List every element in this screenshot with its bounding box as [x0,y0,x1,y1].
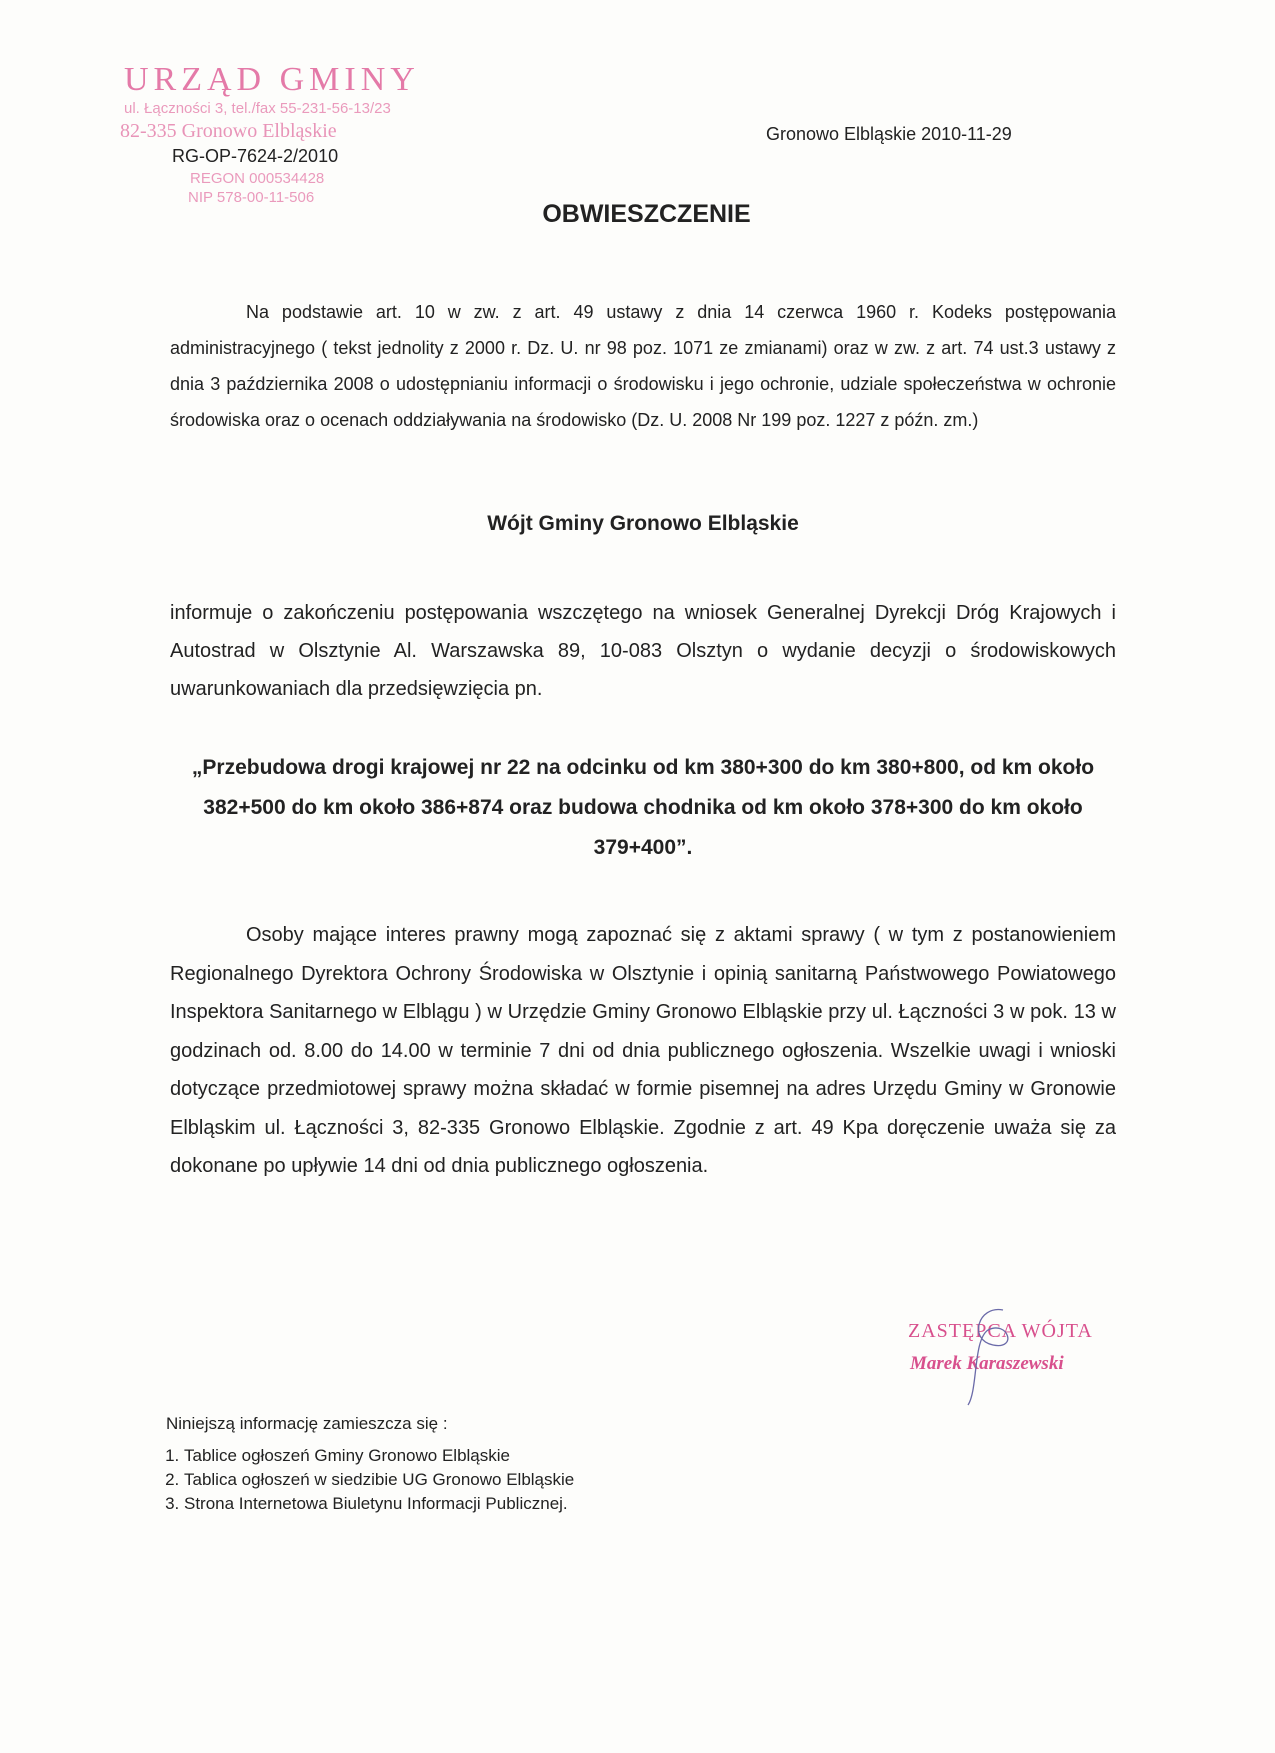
office-stamp-title: URZĄD GMINY [124,61,420,98]
distribution-item: 2. Tablica ogłoszeń w siedzibie UG Gronowo Elbląskie [184,1468,574,1492]
office-stamp-nip: NIP 578-00-11-506 [188,189,315,206]
distribution-item: 3. Strona Internetowa Biuletynu Informacji Publicznej. [184,1492,574,1516]
document-title: OBWIESZCZENIE [542,200,751,228]
details-paragraph: Osoby mające interes prawny mogą zapoznać się z aktami sprawy ( w tym z postanowieniem Regionalnego Dyrektora Ochrony Środowiska w Olsztynie i opinią sanitarną Państwowego Powiatowego Inspektora Sanitarnego w Elblągu ) w Urzędzie Gminy Gronowo Elbląskie przy ul. Łączności 3 w pok. 13 w godzinach od. 8.00 do 14.00 w terminie 7 dni od dnia publicznego ogłoszenia. Wszelkie uwagi i wnioski dotyczące przedmiotowej sprawy można składać w formie pisemnej na adres Urzędu Gminy w Gronowie Elbląskim ul. Łączności 3, 82-335 Gronowo Elbląskie. Zgodnie z art. 49 Kpa doręczenie uważa się za dokonane po upływie 14 dni od dnia publicznego ogłoszenia. [170,924,1116,1177]
office-stamp-regon: REGON 000534428 [190,170,325,187]
document-date: Gronowo Elbląskie 2010-11-29 [766,124,1012,144]
distribution-item: 1. Tablice ogłoszeń Gminy Gronowo Elbląskie [184,1444,574,1468]
signature-stamp [908,1320,1128,1375]
info-paragraph: informuje o zakończeniu postępowania wszczętego na wniosek Generalnej Dyrekcji Dróg Krajowych i Autostrad w Olsztynie Al. Warszawska 89, 10-083 Olsztyn o wydanie decyzji o środowiskowych uwarunkowaniach dla przedsięwzięcia pn. [170,602,1116,700]
office-stamp-address: ul. Łączności 3, tel./fax 55-231-56-13/23 [124,100,391,117]
legal-basis-paragraph: Na podstawie art. 10 w zw. z art. 49 ustawy z dnia 14 czerwca 1960 r. Kodeks postępowania administracyjnego ( tekst jednolity z 2000 r. Dz. U. nr 98 poz. 1071 ze zmianami) oraz w zw. z art. 74 ust.3 ustawy z dnia 3 października 2008 o udostępnianiu informacji o środowisku i jego ochronie, udziale społeczeństwa w ochronie środowiska oraz o ocenach oddziaływania na środowisko (Dz. U. 2008 Nr 199 poz. 1227 z późn. zm.) [170,302,1116,430]
reference-number: RG-OP-7624-2/2010 [172,146,339,166]
signatory-role: ZASTĘPCA WÓJTA [908,1320,1093,1342]
distribution-list [166,1412,574,1516]
signatory-name: Marek Karaszewski [910,1353,1064,1374]
project-name: „Przebudowa drogi krajowej nr 22 na odcinku od km 380+300 do km 380+800, od km około 382+500 do km około 386+874 oraz budowa chodnika od km około 378+300 do km około 379+400”. [191,756,1095,859]
distribution-intro: Niniejszą informację zamieszcza się : [166,1414,448,1433]
office-stamp-city: 82-335 Gronowo Elbląskie [120,120,337,142]
handwritten-signature-icon [948,1300,1028,1410]
authority-heading: Wójt Gminy Gronowo Elbląskie [487,512,799,535]
